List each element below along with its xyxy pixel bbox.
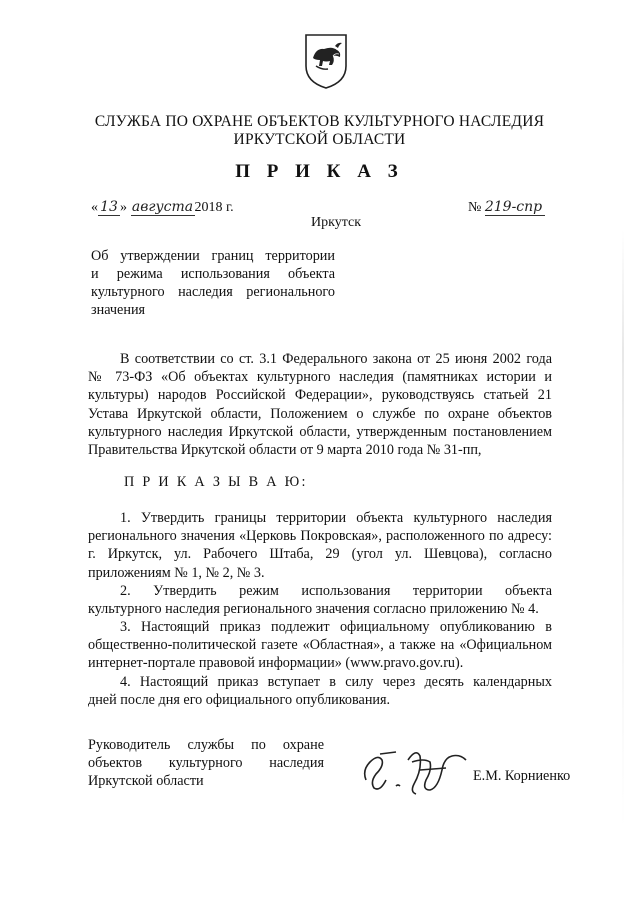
date-month-handwritten: августа <box>131 199 194 215</box>
preamble-line: культурного наследия Иркутской области, утвержденным постановлением <box>88 423 552 440</box>
preamble-line: Правительства Иркутской области от 9 марта 2010 года № 31-пп, <box>88 442 482 459</box>
item-line: 2. Утвердить режим использования территории объекта <box>120 583 552 599</box>
position-line: объектов культурного наследия <box>88 755 324 771</box>
handwritten-signature <box>360 740 470 800</box>
order-number-handwritten: 219-спр <box>485 199 545 216</box>
preamble-line: № 73-ФЗ «Об объектах культурного наследия (памятниках истории и <box>88 369 552 386</box>
date-open-quote: « <box>91 200 98 215</box>
scan-edge-mark <box>622 230 624 830</box>
subject-line: Об утверждении границ территории <box>91 248 335 264</box>
position-line: Руководитель службы по охране <box>88 737 324 753</box>
position-line: Иркутской области <box>88 773 204 789</box>
preamble-paragraph <box>88 350 552 459</box>
order-date <box>91 199 234 216</box>
order-item-1 <box>88 509 552 582</box>
date-year: 2018 г. <box>194 200 234 215</box>
preamble-line: Устава Иркутской области, Положением о службе по охране объектов <box>88 405 552 422</box>
order-number <box>468 199 545 216</box>
order-item-4 <box>88 673 552 709</box>
item-line: общественно-политической газете «Областная», а также на «Официальном <box>88 637 552 654</box>
document-title: П Р И К А З <box>235 161 404 182</box>
item-line: 4. Настоящий приказ вступает в силу через десять календарных <box>120 674 552 690</box>
preamble-line: В соответствии со ст. 3.1 Федерального закона от 25 июня 2002 года <box>120 351 552 367</box>
item-line: 3. Настоящий приказ подлежит официальному опубликованию в <box>120 619 552 635</box>
signatory-name: Е.М. Корниенко <box>473 768 571 784</box>
date-day-handwritten: 13 <box>98 199 120 216</box>
coat-of-arms-emblem <box>302 32 350 90</box>
organization-name-line2: ИРКУТСКОЙ ОБЛАСТИ <box>233 131 406 148</box>
order-directive-word: П Р И К А З Ы В А Ю: <box>124 474 308 490</box>
subject-line: культурного наследия регионального <box>91 284 335 300</box>
preamble-line: культуры) народов Российской Федерации», руководствуясь статьей 21 <box>88 387 552 404</box>
date-close-quote: » <box>120 200 127 215</box>
item-line: приложениям № 1, № 2, № 3. <box>88 564 265 581</box>
item-line: дней после дня его официального опубликования. <box>88 692 391 709</box>
item-line: г. Иркутск, ул. Рабочего Штаба, 29 (угол ул. Шевцова), согласно <box>88 546 552 563</box>
subject-line: значения <box>91 302 146 318</box>
item-line: интернет-портале правовой информации» (www.pravo.gov.ru). <box>88 655 464 672</box>
order-item-3 <box>88 618 552 673</box>
subject-line: и режима использования объекта <box>91 266 335 282</box>
item-line: культурного наследия регионального значения согласно приложению № 4. <box>88 601 539 618</box>
number-sign: № <box>468 200 482 215</box>
item-line: регионального значения «Церковь Покровская», расположенного по адресу: <box>88 528 552 545</box>
organization-name-line1: СЛУЖБА ПО ОХРАНЕ ОБЪЕКТОВ КУЛЬТУРНОГО НАСЛЕДИЯ <box>94 113 545 130</box>
order-item-2 <box>88 582 552 618</box>
order-subject <box>91 247 335 319</box>
city-name: Иркутск <box>311 215 362 230</box>
signatory-position <box>88 736 324 790</box>
item-line: 1. Утвердить границы территории объекта культурного наследия <box>120 510 552 526</box>
